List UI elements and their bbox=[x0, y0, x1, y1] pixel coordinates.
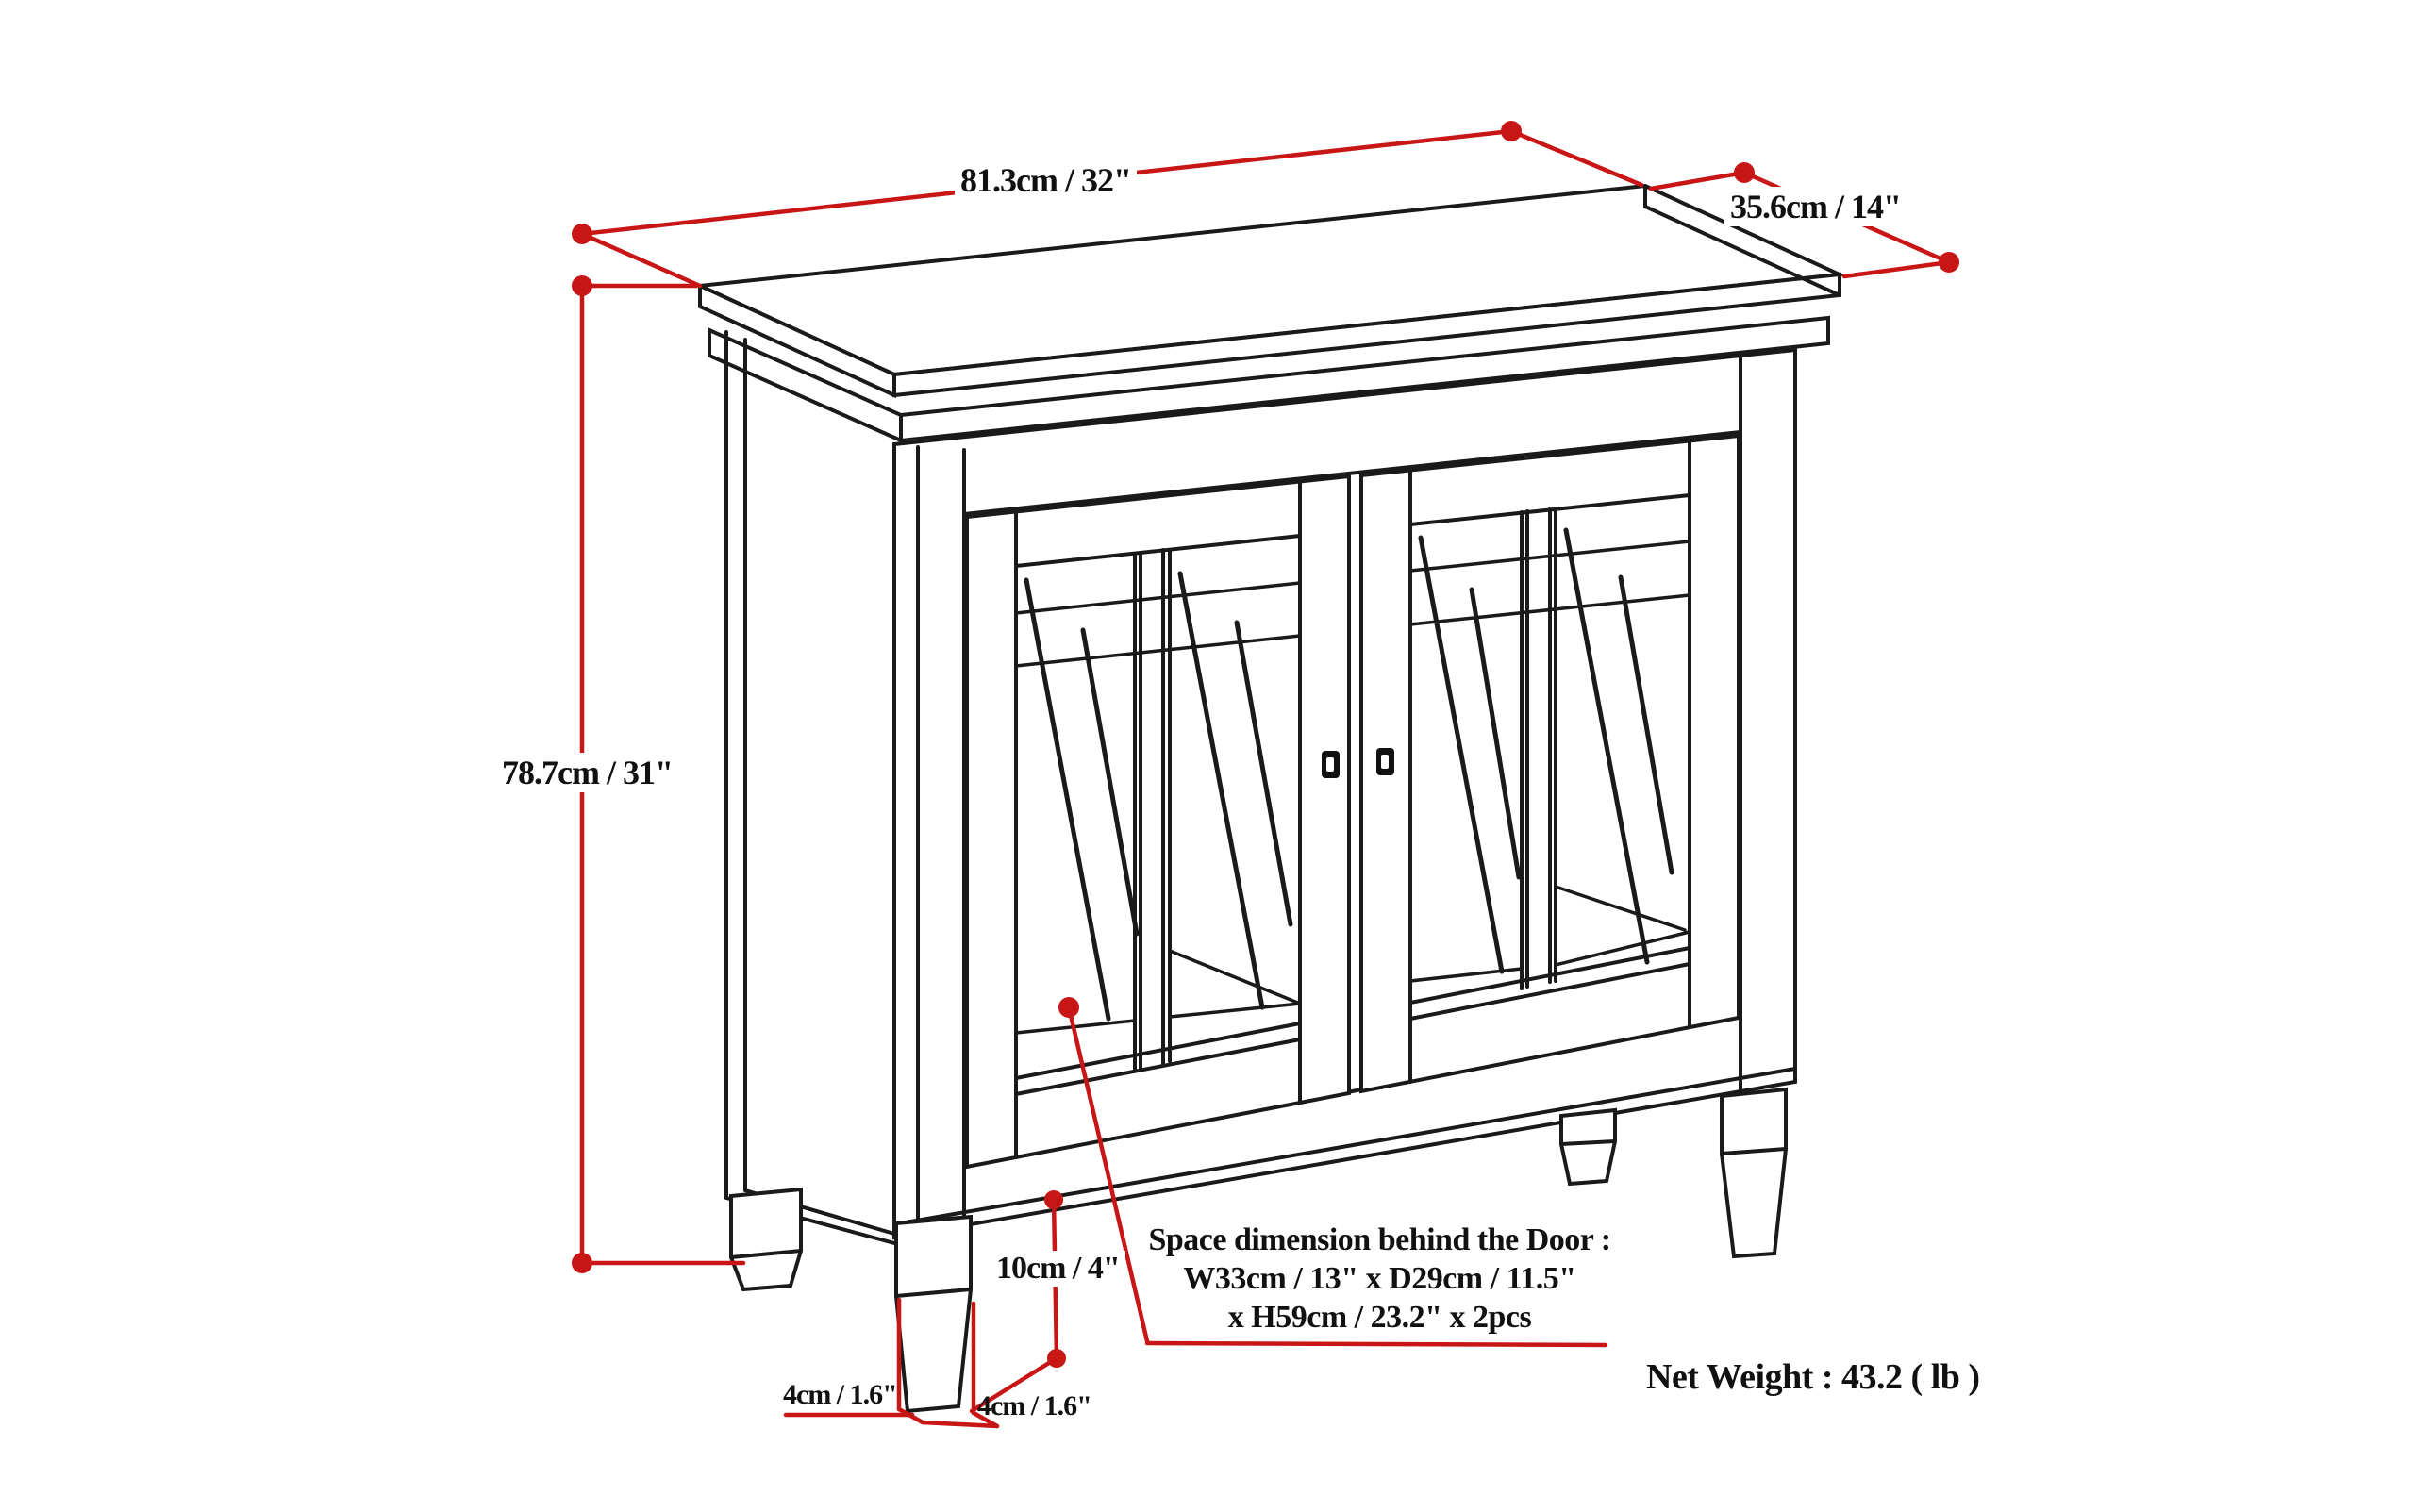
front-left-leg bbox=[896, 1217, 971, 1411]
back-left-leg bbox=[731, 1189, 801, 1289]
right-door bbox=[1361, 436, 1739, 1091]
left-door-handle bbox=[1322, 751, 1340, 778]
left-door bbox=[967, 476, 1349, 1167]
depth-dimension-label: 35.6cm / 14" bbox=[1724, 187, 1907, 226]
right-door-handle bbox=[1376, 748, 1394, 775]
width-dimension-label: 81.3cm / 32" bbox=[955, 160, 1137, 200]
space-dimension-line2: W33cm / 13" x D29cm / 11.5" bbox=[1183, 1261, 1576, 1296]
height-dimension-label: 78.7cm / 31" bbox=[496, 753, 678, 792]
net-weight-label: Net Weight : 43.2 ( lb ) bbox=[1646, 1357, 1980, 1397]
leg-height-dimension-label: 10cm / 4" bbox=[991, 1251, 1125, 1287]
back-right-leg bbox=[1561, 1110, 1615, 1184]
left-side-panel bbox=[726, 332, 894, 1243]
space-dimension-line1: Space dimension behind the Door : bbox=[1148, 1222, 1611, 1257]
foot-depth-dimension-label: 4cm / 1.6" bbox=[977, 1390, 1091, 1421]
foot-width-dimension-label: 4cm / 1.6" bbox=[783, 1379, 897, 1410]
space-dimension-line3: x H59cm / 23.2" x 2pcs bbox=[1227, 1300, 1532, 1335]
space-dimension-note bbox=[1075, 1221, 1684, 1337]
front-right-leg bbox=[1722, 1089, 1786, 1256]
